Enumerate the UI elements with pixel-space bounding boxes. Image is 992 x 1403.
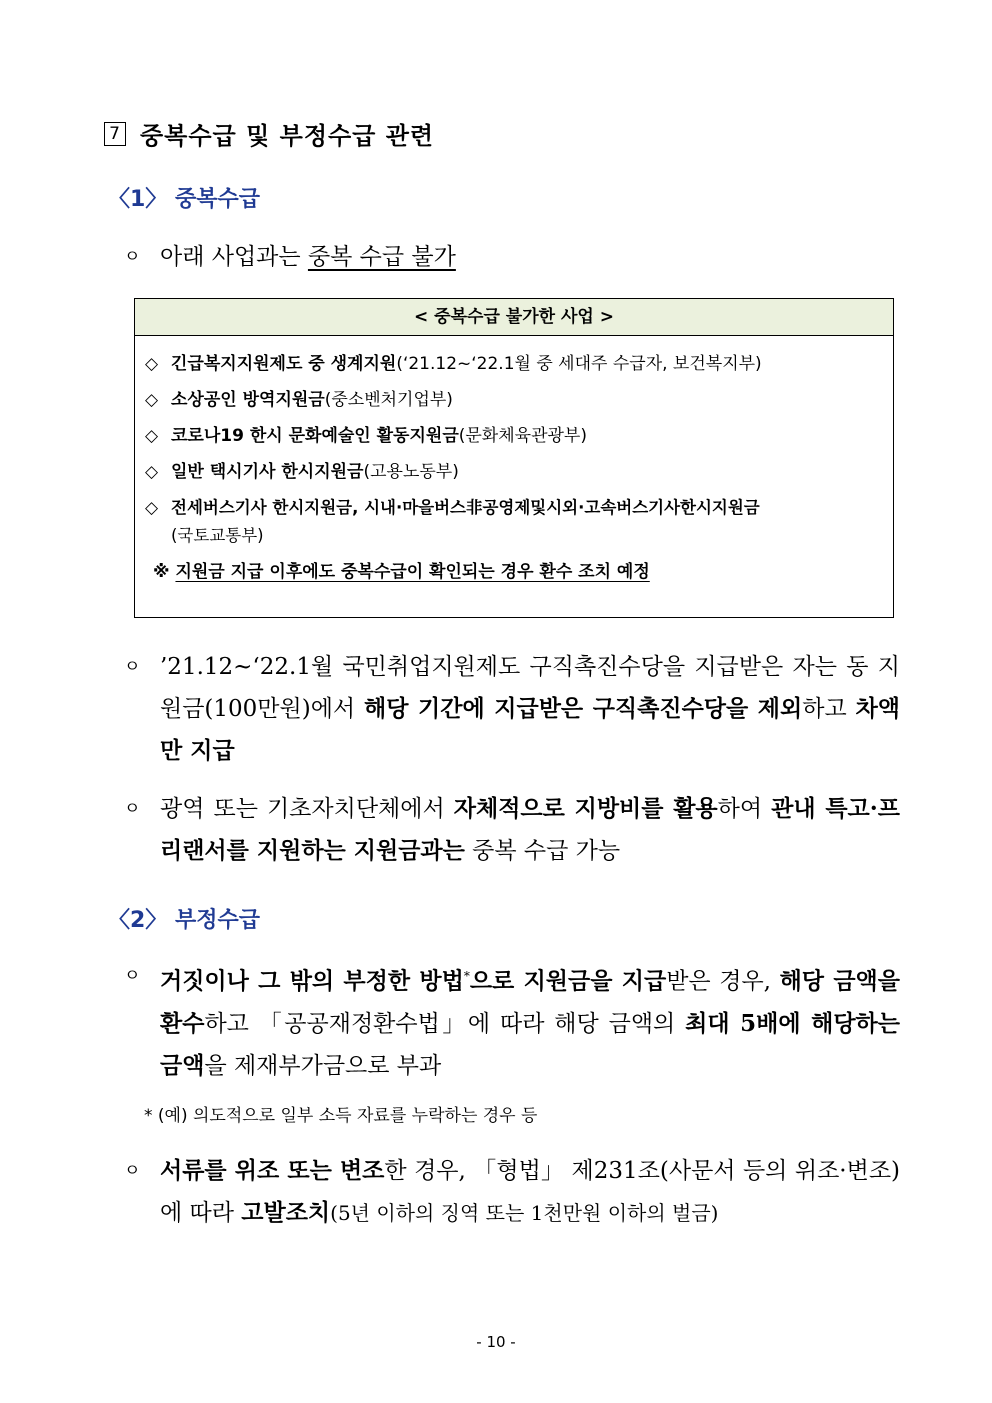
bullet-local-support: ㅇ 광역 또는 기초자치단체에서 자체적으로 지방비를 활용하여 관내 특고·프리랜서를 지원하는 지원금과는 중복 수급 가능: [124, 788, 900, 872]
note-text: 지원금 지급 이후에도 중복수급이 확인되는 경우 환수 조치 예정: [175, 562, 650, 582]
program-item: ◇ 일반 택시기사 한시지원금(고용노동부): [145, 458, 883, 486]
emphasis-text: 중복 수급 불가: [307, 244, 456, 270]
subsection-title-fraud: 〈2〉 부정수급: [108, 908, 260, 933]
bullet-job-allowance: ㅇ ’21.12~‘22.1월 국민취업지원제도 구직촉진수당을 지급받은 자는 동 지원금(100만원)에서 해당 기간에 지급받은 구직촉진수당을 제외하고 차액만 지급: [124, 646, 900, 772]
program-item: ◇ 코로나19 한시 문화예술인 활동지원금(문화체육관광부): [145, 422, 883, 450]
bullet-marker: ㅇ: [124, 799, 141, 819]
bullet-marker: ㅇ: [124, 247, 141, 267]
section-number: 7: [104, 122, 126, 146]
box-header: < 중복수급 불가한 사업 >: [135, 299, 893, 336]
bullet-marker: ㅇ: [124, 1161, 141, 1181]
bullet-no-duplicate: [124, 236, 900, 278]
program-item: ◇ 긴급복지지원제도 중 생계지원(‘21.12~‘22.1월 중 세대주 수급자, 보건복지부): [145, 350, 883, 378]
section-heading: [104, 116, 434, 151]
bullet-marker: ㅇ: [124, 657, 141, 677]
bullet-marker: ㅇ: [124, 966, 141, 986]
bullet-fraud-refund: ㅇ 거짓이나 그 밖의 부정한 방법*으로 지원금을 지급받은 경우, 해당 금액을 환수하고 「공공재정환수법」에 따라 해당 금액의 최대 5배에 해당하는 금액을 제재부가금으로 부과: [124, 955, 900, 1087]
section-title: 중복수급 및 부정수급 관련: [140, 122, 435, 150]
program-item: ◇ 전세버스기사 한시지원금, 시내·마을버스非공영제및시외·고속버스기사한시지원금 (국토교통부): [145, 494, 883, 550]
subsection-title-duplicate: 〈1〉 중복수급: [108, 187, 260, 212]
diamond-icon: ◇: [145, 498, 159, 518]
diamond-icon: ◇: [145, 354, 159, 374]
program-item: ◇ 소상공인 방역지원금(중소벤처기업부): [145, 386, 883, 414]
bullet-text: 아래 사업과는: [160, 244, 308, 270]
diamond-icon: ◇: [145, 390, 159, 410]
ineligible-programs-box: [134, 298, 894, 618]
page-number: - 10 -: [476, 1333, 516, 1351]
bullet-forgery: ㅇ 서류를 위조 또는 변조한 경우, 「형법」 제231조(사문서 등의 위조·변조)에 따라 고발조치(5년 이하의 징역 또는 1천만원 이하의 벌금): [124, 1150, 900, 1234]
reference-mark-icon: ※: [153, 562, 170, 582]
footnote: * (예) 의도적으로 일부 소득 자료를 누락하는 경우 등: [144, 1106, 538, 1126]
diamond-icon: ◇: [145, 426, 159, 446]
diamond-icon: ◇: [145, 462, 159, 482]
refund-note: [145, 558, 883, 586]
